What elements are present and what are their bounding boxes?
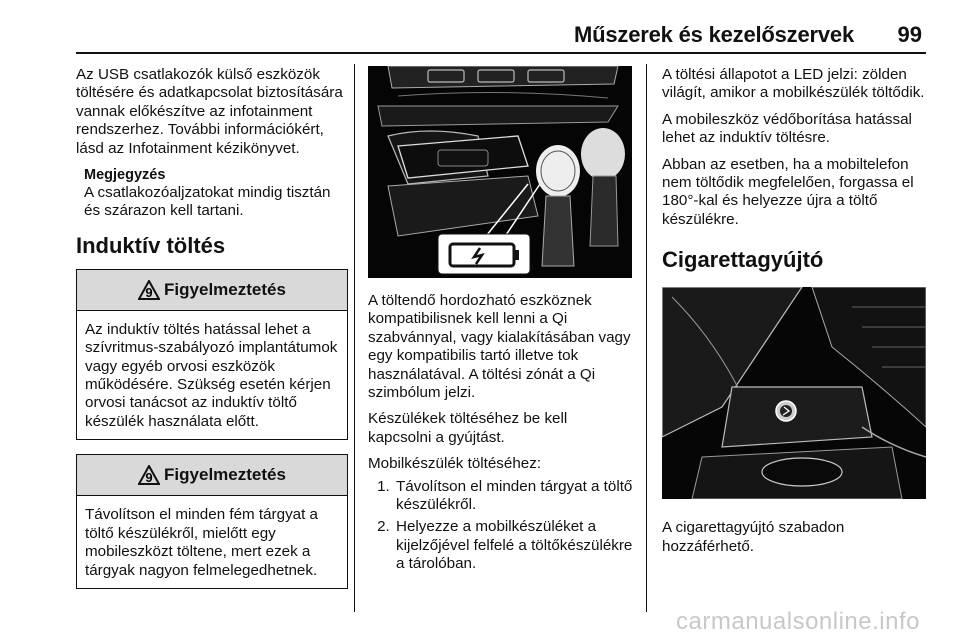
warning-header [77, 270, 347, 311]
cigarette-lighter-illustration [662, 287, 926, 499]
case-effect-paragraph: A mobileszköz védőborítása hatással lehet az induktív töltésre. [662, 110, 912, 147]
column-middle [368, 66, 634, 578]
warning-triangle-icon [138, 280, 160, 300]
section-heading-cigarette-lighter: Cigarettagyújtó [662, 247, 824, 273]
qi-paragraph: A töltendő hordozható eszköznek kompatibilisnek kell lenni a Qi szabvánnyal, vagy kialakításában vagy egy kompatibilis tartó illetve tok használatával. A töltési zónát a Qi szimbólum jelzi. [368, 292, 631, 402]
svg-text:9: 9 [145, 470, 153, 486]
column-left [76, 66, 348, 589]
charging-step: 2. Helyezze a mobilkészüléket a kijelzőjével felfelé a töltőkészülékre a tárolóban. [394, 518, 634, 573]
charging-steps-list [368, 478, 634, 574]
page-header [76, 22, 926, 50]
column-right [662, 66, 928, 564]
ignition-paragraph: Készülékek töltéséhez be kell kapcsolni a gyújtást. [368, 410, 568, 446]
svg-text:9: 9 [145, 284, 153, 300]
warning-triangle-icon [138, 465, 160, 485]
usb-intro-paragraph: Az USB csatlakozók külső eszközök töltésére és adatkapcsolat biztosítására vannak előkészítve az infotainment rendszerhez. További információkért, lásd az Infotainment kézikönyvet. [76, 66, 343, 157]
warning-title: Figyelmeztetés [164, 279, 286, 299]
header-title: Műszerek és kezelőszervek [574, 22, 854, 47]
page-number: 99 [897, 22, 922, 47]
section-heading-inductive-charging: Induktív töltés [76, 232, 226, 258]
warning-text: Az induktív töltés hatással lehet a szívritmus-szabályozó implantátumok vagy egyéb orvosi eszközök működésére. Szükség esetén kérjen orvosi tanácsot az induktív töltő készülék használata előtt. [85, 320, 338, 430]
warning-box [76, 269, 348, 440]
warning-title: Figyelmeztetés [164, 465, 286, 485]
watermark: carmanualsonline.info [676, 608, 920, 635]
note-text: A csatlakozóaljzatokat mindig tisztán és szárazon kell tartani. [84, 184, 331, 220]
led-status-paragraph: A töltési állapotot a LED jelzi: zölden világít, amikor a mobilkészülék töltődik. [662, 66, 925, 102]
column-divider [354, 64, 355, 612]
column-divider [646, 64, 647, 612]
lighter-caption: A cigarettagyújtó szabadon hozzáférhető. [662, 519, 845, 555]
rotate-phone-paragraph: Abban az esetben, ha a mobiltelefon nem töltődik megfelelően, forgassa el 180°-kal és helyezze újra a töltő készülékre. [662, 155, 914, 228]
warning-header [77, 455, 347, 496]
warning-text: Távolítson el minden fém tárgyat a töltő készülékről, mielőtt egy mobileszközt töltene, mert ezek a tárgyak nagyon felmelegedhetnek. [85, 506, 318, 579]
header-rule [76, 52, 926, 54]
note-heading: Megjegyzés [84, 167, 166, 184]
charger-drawing [368, 66, 632, 278]
lighter-drawing [662, 287, 926, 499]
charging-step: 1. Távolítson el minden tárgyat a töltő készülékről. [394, 478, 634, 515]
inductive-charger-illustration [368, 66, 632, 278]
charging-steps-intro: Mobilkészülék töltéséhez: [368, 455, 542, 473]
warning-box [76, 454, 348, 589]
